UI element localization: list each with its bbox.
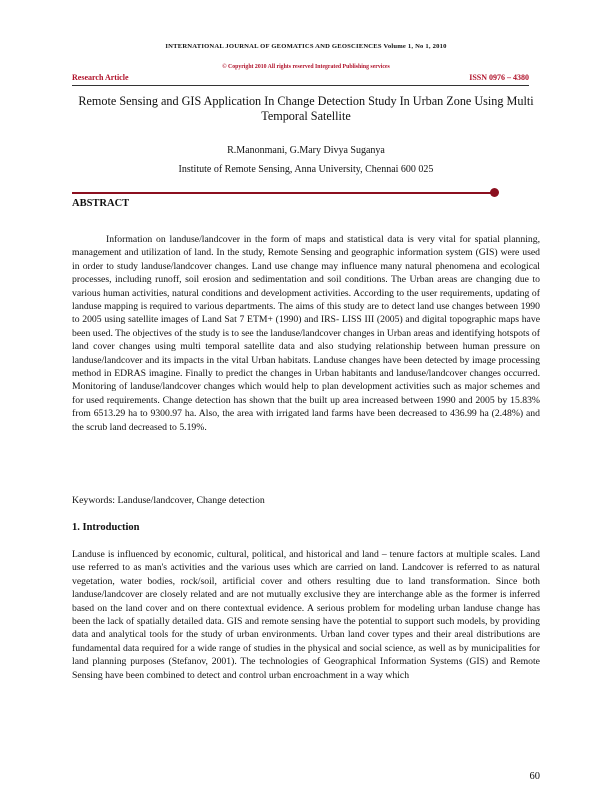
paper-title: Remote Sensing and GIS Application In Change Detection Study In Urban Zone Using Multi Temporal Satellite bbox=[78, 94, 534, 123]
abstract-heading: ABSTRACT bbox=[72, 198, 130, 209]
paper-authors: R.Manonmani, G.Mary Divya Suganya bbox=[227, 145, 385, 156]
section-divider bbox=[72, 192, 492, 194]
header-rule bbox=[72, 85, 529, 86]
divider-dot bbox=[490, 188, 499, 197]
introduction-text: Landuse is influenced by economic, cultural, political, and historical and land – tenure factors at multiple scales. Land use referred to as man's activities and the various uses which are carried on land. Landcover is referred to as natural vegetation, water bodies, rock/soil, artificial cover and others resulting due to land transformation. Since both landuse/landcover are closely related and are not mutually exclusive they are interchange able as the former is inferred based on the land cover and on there contextual evidence. A serious problem for modeling urban landuse change has been the lack of spatially detailed data. GIS and remote sensing have the potential to support such models, by providing data and analytical tools for the study of urban environments. Urban land cover types and their areal distributions are fundamental data required for a wide range of studies in the physical and social science, as well as by municipalities for land planning purposes (Stefanov, 2001). The technologies of Geographical Information Systems (GIS) and Remote Sensing have been combined to detect and control urban encroachment in a way which bbox=[72, 549, 540, 681]
paper-affiliation: Institute of Remote Sensing, Anna University, Chennai 600 025 bbox=[178, 164, 434, 175]
introduction-heading: 1. Introduction bbox=[72, 522, 140, 533]
copyright-notice: © Copyright 2010 All rights reserved Integrated Publishing services bbox=[222, 64, 390, 70]
page-number: 60 bbox=[529, 771, 540, 782]
journal-header: INTERNATIONAL JOURNAL OF GEOMATICS AND GEOSCIENCES Volume 1, No 1, 2010 bbox=[165, 43, 447, 50]
abstract-text: Information on landuse/landcover in the form of maps and statistical data is very vital for spatial planning, management and utilization of land. In the study, Remote Sensing and geographic information system (GIS) were used in order to study landuse/landcover changes. Land use change may influence many natural phenomena and ecological processes, including runoff, soil erosion and sedimentation and soil conditions. The Urban areas are changing due to various human activities, natural conditions and development activities. According to the user requirements, updating of landuse mapping is required to various departments. The aims of this study are to detect land use changes between 1990 to 2005 using satellite images of Land Sat 7 ETM+ (1990) and IRS- LISS III (2005) and digital topographic maps have been used. The objectives of the study is to see the landuse/landcover changes in Urban areas and identifying hotspots of land cover changes using multi temporal satellite data and also studying relationship between human pressure on landuse/landcover and its impacts in the vital Urban habitats. Landuse changes have been detected by image processing method in EDRAS imagine. Finally to predict the changes in Urban habitants and landuse/landcover changes occurred. Monitoring of landuse/landcover changes which would help to plan development activities such as major schemes and for used requirements. Change detection has shown that the built up area increased between 1990 and 2005 by 15.83% from 6513.29 ha to 9300.97 ha. Also, the area with irrigated land farms have been decreased to 436.99 ha (2.48%) and the scrub land decreased to 5.19%. bbox=[72, 234, 540, 433]
article-type-label: Research Article bbox=[72, 73, 129, 82]
issn-label: ISSN 0976 – 4380 bbox=[469, 73, 529, 82]
keywords: Keywords: Landuse/landcover, Change detection bbox=[72, 495, 265, 506]
